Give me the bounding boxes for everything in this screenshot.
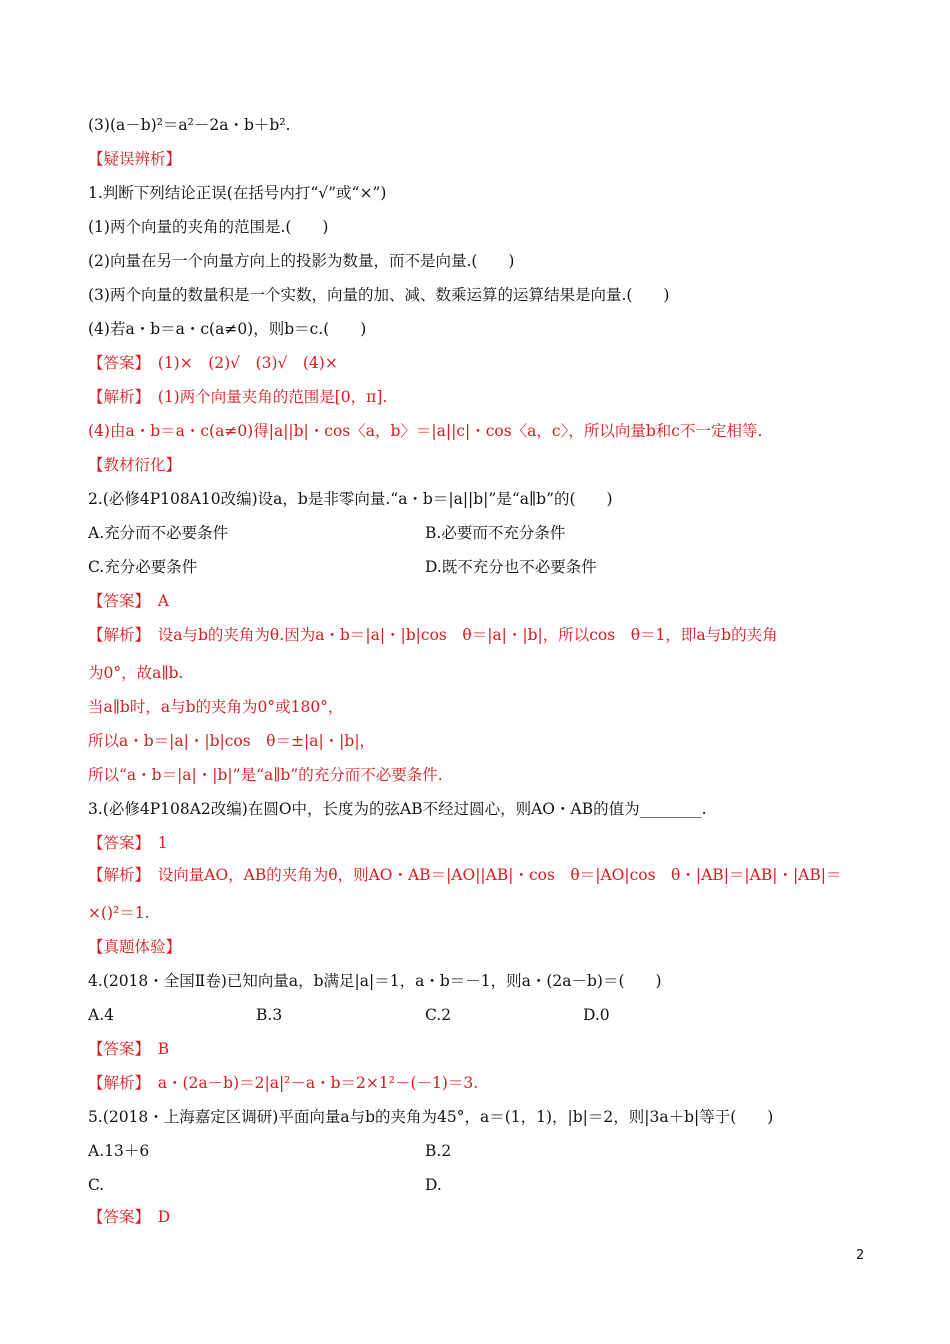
question-2-option-a: A.充分而不必要条件 (88, 524, 229, 542)
answer-text: B (142, 1040, 170, 1058)
explanation-2-line-2: 为0°，故a∥b. (88, 664, 184, 682)
answer-text: 1 (142, 834, 168, 852)
question-5-option-b: B.2 (425, 1142, 452, 1160)
answer-label: 【答案】 (88, 1208, 143, 1226)
answer-4 (88, 1038, 169, 1060)
explanation-text: a・(2a－b)＝2|a|²－a・b＝2×1²－(－1)＝3. (142, 1074, 479, 1092)
page-number: 2 (856, 1248, 865, 1263)
explanation-label: 【解析】 (88, 626, 143, 644)
explanation-text: (1)两个向量夹角的范围是[0，π]. (142, 388, 388, 406)
answer-label: 【答案】 (88, 1040, 143, 1058)
answer-text: D (142, 1208, 171, 1226)
explanation-text: 设a与b的夹角为θ.因为a・b＝|a|・|b|cos θ＝|a|・|b|，所以cos θ＝1，即a与b的夹角 (142, 626, 778, 644)
section-heading-exam: 【真题体验】 (88, 938, 182, 956)
explanation-3-line-2: ×()²＝1. (88, 904, 150, 922)
question-2: 2.(必修4P108A10改编)设a，b是非零向量.“a・b＝|a||b|”是“a∥b”的( ) (88, 490, 613, 508)
question-4-option-a: A.4 (88, 1006, 114, 1024)
question-2-option-b: B.必要而不充分条件 (425, 524, 566, 542)
question-2-option-c: C.充分必要条件 (88, 558, 198, 576)
explanation-1 (88, 386, 387, 408)
answer-text: (1)× (2)√ (3)√ (4)× (142, 354, 338, 372)
explanation-2 (88, 624, 778, 646)
formula-line: (3)(a－b)²＝a²－2a・b＋b². (88, 116, 291, 134)
explanation-1-cont: (4)由a・b＝a・c(a≠0)得|a||b|・cos〈a，b〉＝|a||c|・cos〈a，c〉，所以向量b和c不一定相等. (88, 422, 763, 440)
question-4-option-b: B.3 (256, 1006, 283, 1024)
explanation-3 (88, 864, 841, 886)
question-1-item-1: (1)两个向量的夹角的范围是.( ) (88, 218, 329, 236)
explanation-2-line-4: 所以a・b＝|a|・|b|cos θ＝±|a|・|b|， (88, 732, 376, 750)
question-5-option-c: C. (88, 1176, 105, 1194)
question-5-option-d: D. (425, 1176, 442, 1194)
question-1: 1.判断下列结论正误(在括号内打“√”或“×”) (88, 184, 387, 202)
explanation-label: 【解析】 (88, 866, 143, 884)
question-1-item-2: (2)向量在另一个向量方向上的投影为数量，而不是向量.( ) (88, 252, 515, 270)
section-heading-textbook: 【教材衍化】 (88, 456, 182, 474)
question-2-option-d: D.既不充分也不必要条件 (425, 558, 597, 576)
explanation-2-line-5: 所以“a・b＝|a|・|b|”是“a∥b”的充分而不必要条件. (88, 766, 443, 784)
question-4-option-d: D.0 (583, 1006, 610, 1024)
answer-text: A (142, 592, 169, 610)
explanation-2-line-3: 当a∥b时，a与b的夹角为0°或180°， (88, 698, 344, 716)
question-3: 3.(必修4P108A2改编)在圆O中，长度为的弦AB不经过圆心，则AO・AB的值为________. (88, 800, 707, 818)
explanation-text: 设向量AO，AB的夹角为θ，则AO・AB＝|AO||AB|・cos θ＝|AO|cos θ・|AB|＝|AB|・|AB|＝ (142, 866, 842, 884)
answer-label: 【答案】 (88, 354, 143, 372)
answer-2 (88, 590, 169, 612)
answer-3 (88, 832, 168, 854)
question-4-option-c: C.2 (425, 1006, 452, 1024)
question-4: 4.(2018・全国Ⅱ卷)已知向量a，b满足|a|＝1，a・b＝－1，则a・(2a－b)＝( ) (88, 972, 662, 990)
explanation-label: 【解析】 (88, 1074, 143, 1092)
question-5-option-a: A.13＋6 (88, 1142, 150, 1160)
section-heading-doubt: 【疑误辨析】 (88, 150, 182, 168)
question-1-item-4: (4)若a・b＝a・c(a≠0)，则b＝c.( ) (88, 320, 367, 338)
question-1-item-3: (3)两个向量的数量积是一个实数，向量的加、减、数乘运算的运算结果是向量.( ) (88, 286, 670, 304)
answer-5 (88, 1206, 170, 1228)
answer-label: 【答案】 (88, 834, 143, 852)
answer-1 (88, 352, 338, 374)
question-5: 5.(2018・上海嘉定区调研)平面向量a与b的夹角为45°，a＝(1，1)，|b|＝2，则|3a＋b|等于( ) (88, 1108, 774, 1126)
explanation-label: 【解析】 (88, 388, 143, 406)
answer-label: 【答案】 (88, 592, 143, 610)
explanation-4 (88, 1072, 478, 1094)
